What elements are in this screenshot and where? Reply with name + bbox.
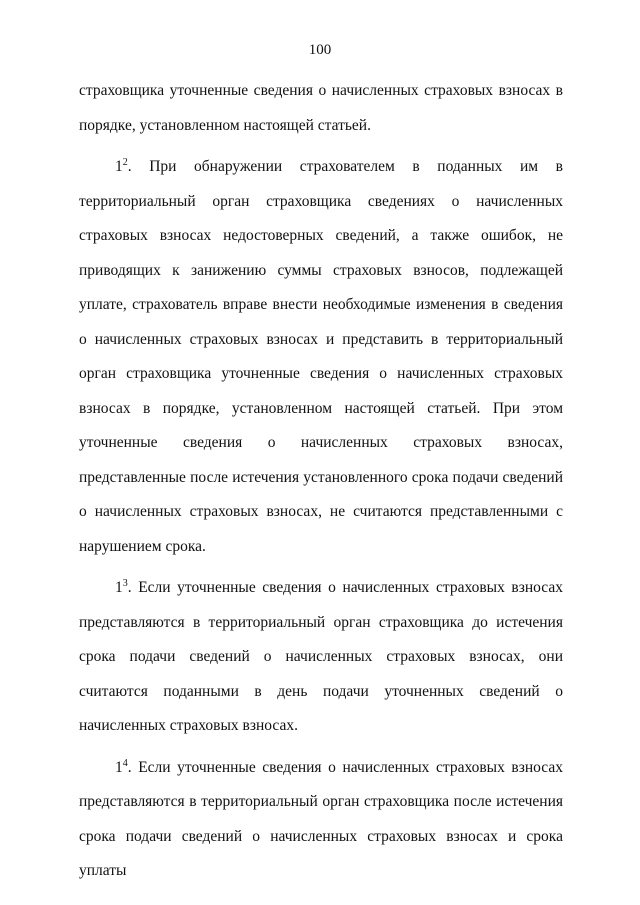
item-superscript: 3 [122, 578, 128, 589]
paragraph-text: . Если уточненные сведения о начисленных страховых взносах представляются в территориальный орган страховщика до истечения срока подачи сведений о начисленных страховых взносах, они считаются поданными в день подачи уточненных сведений о начисленных страховых взносах. [79, 579, 563, 734]
item-number: 1 [115, 758, 123, 776]
paragraph-text: . Если уточненные сведения о начисленных страховых взносах представляются в территориальный орган страховщика после истечения срока подачи сведений о начисленных страховых взносах и срока уплаты [79, 758, 563, 879]
paragraph-text: страховщика уточненные сведения о начисленных страховых взносах в порядке, установленном настоящей статьей. [79, 82, 563, 134]
item-number: 1 [115, 579, 123, 596]
item-superscript: 4 [122, 757, 128, 769]
paragraph-text: . При обнаружении страхователем в поданных им в территориальный орган страховщика сведениях о начисленных страховых взносах недостоверных сведений, а также ошибок, не приводящих к занижению суммы страховых взносов, подлежащей уплате, страхователь вправе внести необходимые изменения в сведения о начисленных страховых взносах и представить в территориальный орган страховщика уточненные сведения о начисленных страховых взносах в порядке, установленном настоящей статьей. При этом уточненные сведения о начисленных страховых взносах, представленные после истечения установленного срока подачи сведений о начисленных страховых взносах, не считаются представленными с нарушением срока. [79, 158, 563, 555]
item-superscript: 2 [122, 157, 128, 168]
paragraph-continuation [79, 74, 563, 143]
item-number: 1 [115, 158, 123, 175]
paragraph-item-1-2 [79, 150, 563, 564]
document-body [79, 74, 563, 889]
paragraph-item-1-3 [79, 571, 563, 744]
page-number: 100 [308, 42, 332, 58]
paragraph-item-1-4 [79, 751, 563, 889]
